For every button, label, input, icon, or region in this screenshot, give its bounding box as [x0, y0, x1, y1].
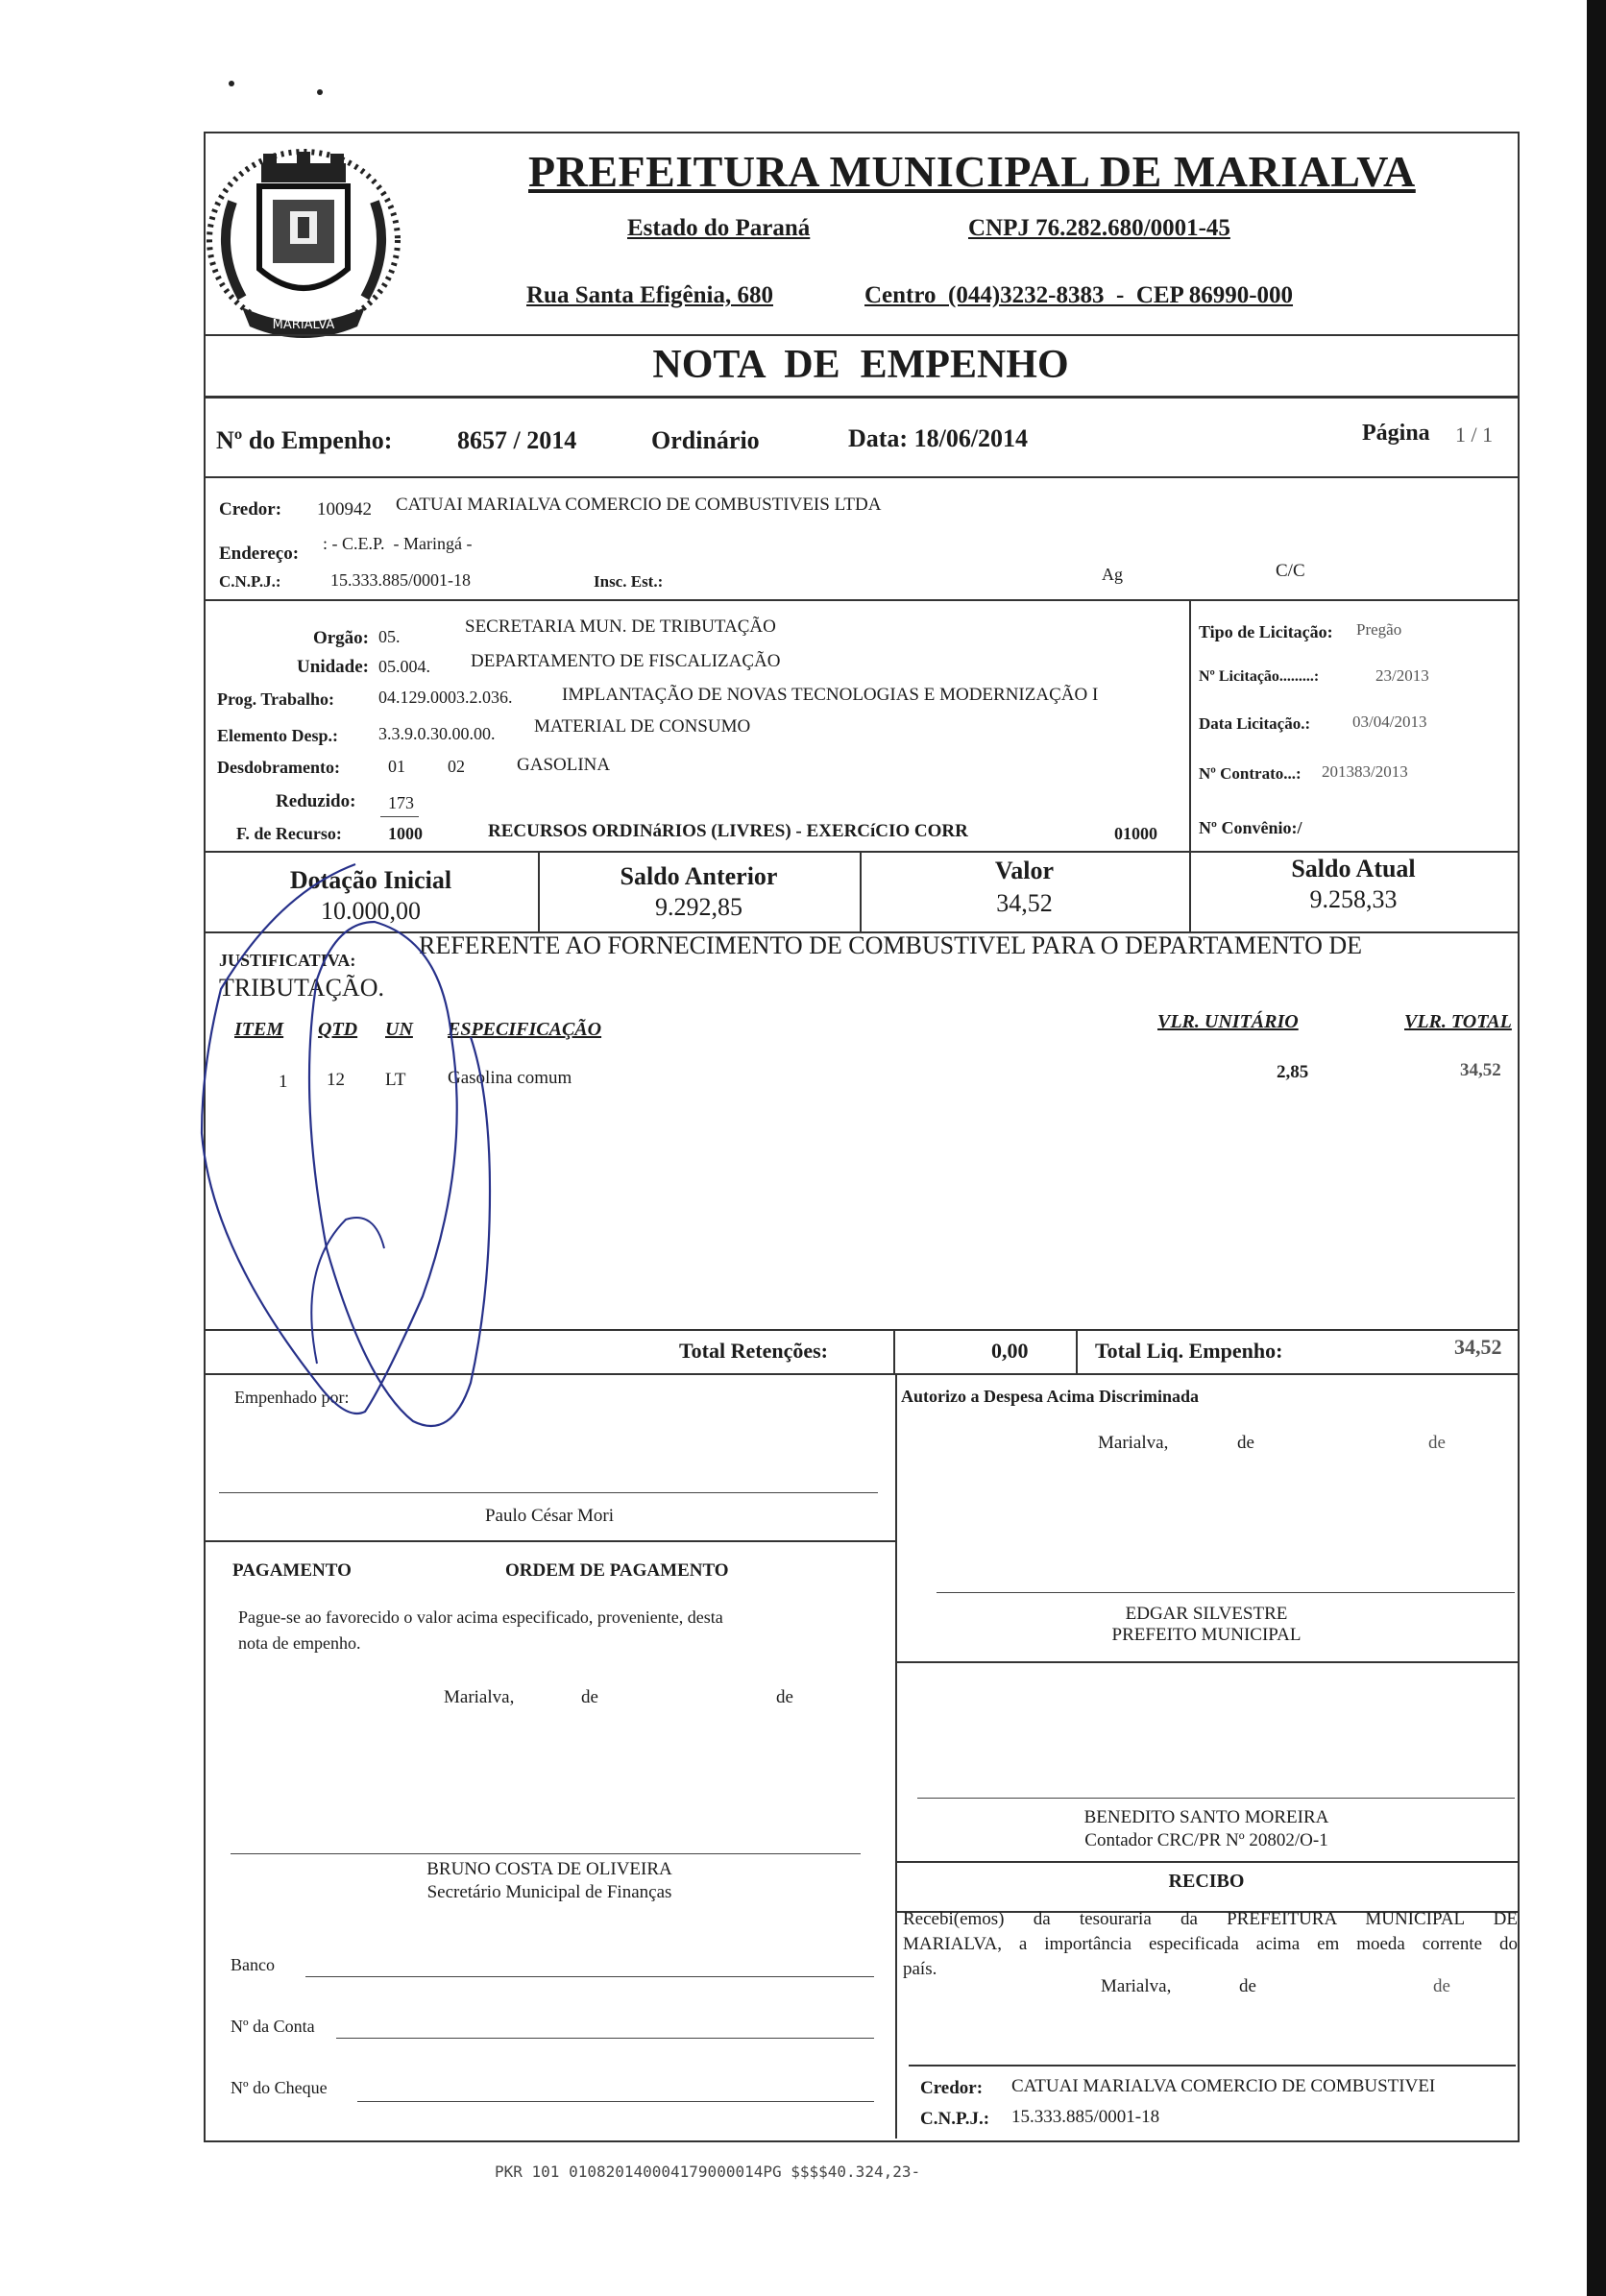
banco-label: Banco: [231, 1955, 275, 1974]
contador-nome: BENEDITO SANTO MOREIRA: [1083, 1807, 1329, 1827]
valor-label: Valor: [994, 857, 1055, 884]
col-item: ITEM: [234, 1019, 284, 1040]
autorizo-marialva: Marialva,: [1098, 1433, 1169, 1453]
coat-of-arms-banner: MARIALVA: [272, 318, 335, 332]
saldo-anterior-valor: 9.292,85: [655, 893, 742, 921]
endereco-prefeitura: Rua Santa Efigênia, 680: [526, 282, 773, 308]
unidade-label: Unidade:: [297, 657, 369, 677]
contrato-numero: 201383/2013: [1322, 762, 1408, 781]
pagina-numero: 1 / 1: [1455, 423, 1494, 447]
recibo-cnpj: 15.333.885/0001-18: [1011, 2107, 1160, 2127]
item-especificacao: Gasolina comum: [448, 1068, 572, 1088]
pagamento-label: PAGAMENTO: [232, 1560, 352, 1581]
recibo-texto-1: Recebi(emos) da tesouraria da PREFEITURA MUNICIPAL DE: [903, 1909, 1518, 1929]
prog-trabalho-label: Prog. Trabalho:: [217, 689, 335, 709]
contato-prefeitura: Centro (044)3232-8383 - CEP 86990-000: [864, 282, 1294, 308]
pagamento-marialva: Marialva,: [444, 1687, 515, 1707]
ag-label: Ag: [1102, 565, 1123, 584]
estado-label: Estado do Paraná: [627, 215, 811, 241]
credor-codigo: 100942: [317, 499, 372, 520]
fonte-recurso-codigo: 1000: [388, 824, 423, 843]
empenho-data: Data: 18/06/2014: [848, 424, 1029, 452]
pagina-label: Página: [1362, 421, 1430, 446]
unidade-nome: DEPARTAMENTO DE FISCALIZAÇÃO: [471, 651, 781, 671]
data-licitacao: 03/04/2013: [1352, 713, 1427, 731]
dotacao-inicial-valor: 10.000,00: [321, 897, 421, 925]
justificativa-texto-1: REFERENTE AO FORNECIMENTO DE COMBUSTIVEL PARA O DEPARTAMENTO DE: [419, 931, 1363, 959]
data-licitacao-label: Data Licitação.:: [1199, 714, 1311, 733]
pagamento-de-1: de: [581, 1687, 598, 1707]
fonte-recurso-label: F. de Recurso:: [236, 824, 342, 843]
col-un: UN: [385, 1019, 413, 1040]
autorizo-de-1: de: [1237, 1433, 1254, 1453]
recibo-texto-3: país.: [903, 1959, 937, 1979]
secretario-cargo: Secretário Municipal de Finanças: [426, 1882, 672, 1902]
total-liquido-label: Total Liq. Empenho:: [1095, 1339, 1283, 1363]
saldo-atual-valor: 9.258,33: [1309, 885, 1398, 913]
scan-edge: [1587, 0, 1606, 2296]
empenho-tipo: Ordinário: [651, 426, 760, 454]
credor-label: Credor:: [219, 499, 282, 520]
cnpj-label: C.N.P.J.:: [219, 572, 281, 591]
prog-trabalho-codigo: 04.129.0003.2.036.: [378, 688, 513, 707]
recibo-marialva: Marialva,: [1101, 1976, 1172, 1996]
pagamento-texto-2: nota de empenho.: [238, 1633, 361, 1653]
convenio-label: Nº Convênio:/: [1199, 818, 1302, 837]
credor-endereco: : - C.E.P. - Maringá -: [323, 534, 473, 553]
col-qtd: QTD: [318, 1019, 358, 1040]
pagamento-texto-1: Pague-se ao favorecido o valor acima especificado, proveniente, desta: [238, 1607, 723, 1627]
tipo-licitacao: Pregão: [1356, 620, 1402, 639]
recibo-texto-2: MARIALVA, a importância especificada acima em moeda corrente do: [903, 1934, 1518, 1954]
reduzido-valor: 173: [388, 793, 414, 812]
col-especificacao: ESPECIFICAÇÃO: [448, 1019, 602, 1040]
justificativa-label: JUSTIFICATIVA:: [219, 951, 356, 970]
desdobramento-label: Desdobramento:: [217, 758, 340, 777]
credor-cnpj: 15.333.885/0001-18: [330, 570, 471, 590]
unidade-codigo: 05.004.: [378, 657, 430, 676]
saldo-anterior-label: Saldo Anterior: [620, 862, 778, 890]
desdobramento-nome: GASOLINA: [517, 755, 611, 775]
prog-trabalho-nome: IMPLANTAÇÃO DE NOVAS TECNOLOGIAS E MODERNIZAÇÃO I: [562, 685, 1099, 705]
recibo-de-1: de: [1239, 1976, 1256, 1996]
handwritten-signature: [182, 845, 663, 1517]
contrato-label: Nº Contrato...:: [1199, 764, 1302, 783]
recibo-cnpj-label: C.N.P.J.:: [920, 2109, 990, 2129]
orgao-nome: SECRETARIA MUN. DE TRIBUTAÇÃO: [465, 616, 776, 637]
desdobramento-cod1: 01: [388, 757, 405, 776]
recibo-de-2: de: [1433, 1976, 1450, 1996]
total-liquido-valor: 34,52: [1454, 1335, 1502, 1359]
recibo-credor-nome: CATUAI MARIALVA COMERCIO DE COMBUSTIVEI: [1011, 2076, 1436, 2096]
page-title: PREFEITURA MUNICIPAL DE MARIALVA: [528, 147, 1416, 196]
item-vlr-total: 34,52: [1460, 1060, 1501, 1080]
cnpj-prefeitura: CNPJ 76.282.680/0001-45: [968, 215, 1230, 241]
doc-title: NOTA DE EMPENHO: [652, 343, 1069, 387]
tipo-licitacao-label: Tipo de Licitação:: [1199, 622, 1333, 641]
item-un: LT: [385, 1070, 406, 1090]
empenhado-por-nome: Paulo César Mori: [484, 1506, 615, 1526]
saldo-atual-label: Saldo Atual: [1291, 855, 1416, 882]
desdobramento-cod2: 02: [448, 757, 465, 776]
cheque-label: Nº do Cheque: [231, 2078, 328, 2097]
empenho-numero: 8657 / 2014: [457, 426, 577, 454]
contador-cargo: Contador CRC/PR Nº 20802/O-1: [1084, 1830, 1328, 1850]
scan-speck: [317, 89, 323, 95]
autorizo-de-2: de: [1428, 1433, 1446, 1453]
secretario-nome: BRUNO COSTA DE OLIVEIRA: [426, 1859, 672, 1879]
elemento-nome: MATERIAL DE CONSUMO: [534, 716, 751, 737]
cc-label: C/C: [1276, 561, 1305, 581]
ordem-pagamento-label: ORDEM DE PAGAMENTO: [505, 1560, 729, 1581]
empenho-numero-label: Nº do Empenho:: [216, 426, 393, 454]
justificativa-texto-2: TRIBUTAÇÃO.: [219, 974, 384, 1002]
valor-empenho: 34,52: [996, 889, 1053, 917]
pagamento-de-2: de: [776, 1687, 793, 1707]
recibo-label: RECIBO: [1168, 1871, 1245, 1892]
total-retencoes-label: Total Retenções:: [679, 1339, 828, 1363]
credor-nome: CATUAI MARIALVA COMERCIO DE COMBUSTIVEIS LTDA: [396, 495, 882, 515]
prefeito-cargo: PREFEITO MUNICIPAL: [1111, 1625, 1302, 1645]
numero-licitacao-label: Nº Licitação.........:: [1199, 668, 1320, 685]
autorizo-label: Autorizo a Despesa Acima Discriminada: [901, 1387, 1199, 1406]
elemento-codigo: 3.3.9.0.30.00.00.: [378, 724, 496, 743]
total-retencoes-valor: 0,00: [991, 1339, 1029, 1363]
numero-licitacao: 23/2013: [1375, 666, 1429, 685]
item-vlr-unitario: 2,85: [1277, 1062, 1309, 1082]
scan-speck: [229, 81, 234, 86]
elemento-label: Elemento Desp.:: [217, 726, 338, 745]
insc-est-label: Insc. Est.:: [594, 572, 664, 591]
item-numero: 1: [279, 1072, 288, 1092]
rodape-codigo: PKR 101 010820140004179000014PG $$$$40.324,23-: [495, 2163, 921, 2181]
conta-label: Nº da Conta: [231, 2017, 315, 2036]
fonte-recurso-numero: 01000: [1114, 824, 1157, 843]
reduzido-label: Reduzido:: [276, 791, 356, 811]
recibo-credor-label: Credor:: [920, 2078, 984, 2098]
col-vlr-total: VLR. TOTAL: [1404, 1011, 1512, 1032]
item-qtd: 12: [327, 1070, 345, 1090]
fonte-recurso-nome: RECURSOS ORDINáRIOS (LIVRES) - EXERCíCIO CORR: [488, 821, 968, 841]
orgao-codigo: 05.: [378, 627, 401, 646]
prefeito-nome: EDGAR SILVESTRE: [1125, 1604, 1288, 1624]
dotacao-inicial-label: Dotação Inicial: [289, 866, 452, 894]
orgao-label: Orgão:: [312, 628, 369, 648]
col-vlr-unitario: VLR. UNITÁRIO: [1157, 1011, 1299, 1032]
endereco-label: Endereço:: [219, 544, 300, 564]
empenhado-por-label: Empenhado por:: [234, 1388, 350, 1407]
